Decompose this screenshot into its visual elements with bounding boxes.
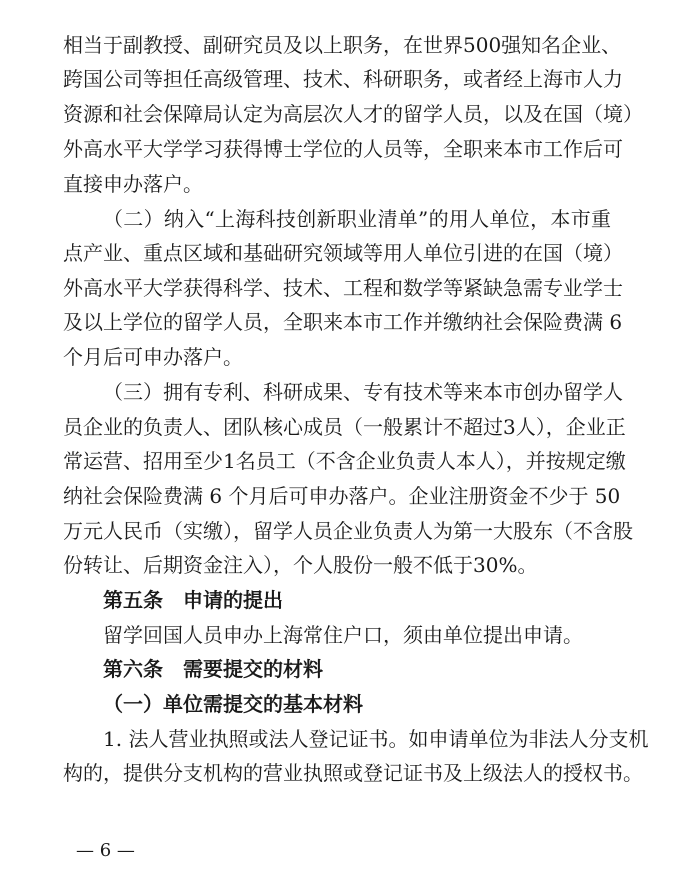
article-5-heading	[103, 585, 283, 615]
paragraph-line: 资源和社会保障局认定为高层次人才的留学人员，以及在国（境）	[63, 102, 643, 126]
paragraph-line: 个月后可申办落户。	[63, 345, 243, 369]
paragraph-line: 及以上学位的留学人员，全职来本市工作并缴纳社会保险费满 6	[63, 310, 623, 334]
paragraph-line: 外高水平大学学习获得博士学位的人员等，全职来本市工作后可	[63, 137, 623, 161]
paragraph-line: （二）纳入“上海科技创新职业清单”的用人单位，本市重	[103, 207, 611, 231]
article-6-heading	[103, 654, 323, 684]
article-6-item-line: 构的，提供分支机构的营业执照或登记证书及上级法人的授权书。	[63, 761, 643, 785]
paragraph-line: 相当于副教授、副研究员及以上职务，在世界500强知名企业、	[63, 33, 622, 57]
article-5-title: 申请的提出	[183, 588, 283, 612]
paragraph-line: 份转让、后期资金注入），个人股份一般不低于30%。	[63, 553, 538, 577]
article-6-subheading: （一）单位需提交的基本材料	[103, 692, 363, 716]
paragraph-line: 点产业、重点区域和基础研究领域等用人单位引进的在国（境）	[63, 241, 623, 265]
article-5-text: 留学回国人员申办上海常住户口，须由单位提出申请。	[103, 623, 583, 647]
paragraph-line: 跨国公司等担任高级管理、技术、科研职务，或者经上海市人力	[63, 67, 623, 91]
article-6-number: 第六条	[103, 657, 163, 681]
paragraph-line: 常运营、招用至少1名员工（不含企业负责人本人），并按规定缴	[63, 449, 626, 473]
article-6-item-line: 1. 法人营业执照或法人登记证书。如申请单位为非法人分支机	[103, 727, 649, 751]
page-number: — 6 —	[76, 840, 135, 861]
paragraph-line: 外高水平大学获得科学、技术、工程和数学等紧缺急需专业学士	[63, 276, 623, 300]
paragraph-line: 纳社会保险费满 6 个月后可申办落户。企业注册资金不少于 50	[63, 484, 621, 508]
article-6-title: 需要提交的材料	[183, 657, 323, 681]
paragraph-line: 万元人民币（实缴），留学人员企业负责人为第一大股东（不含股	[63, 519, 633, 543]
paragraph-line: 直接申办落户。	[63, 172, 203, 196]
paragraph-line: 员企业的负责人、团队核心成员（一般累计不超过3人），企业正	[63, 415, 626, 439]
article-5-number: 第五条	[103, 588, 163, 612]
paragraph-line: （三）拥有专利、科研成果、专有技术等来本市创办留学人	[103, 380, 623, 404]
